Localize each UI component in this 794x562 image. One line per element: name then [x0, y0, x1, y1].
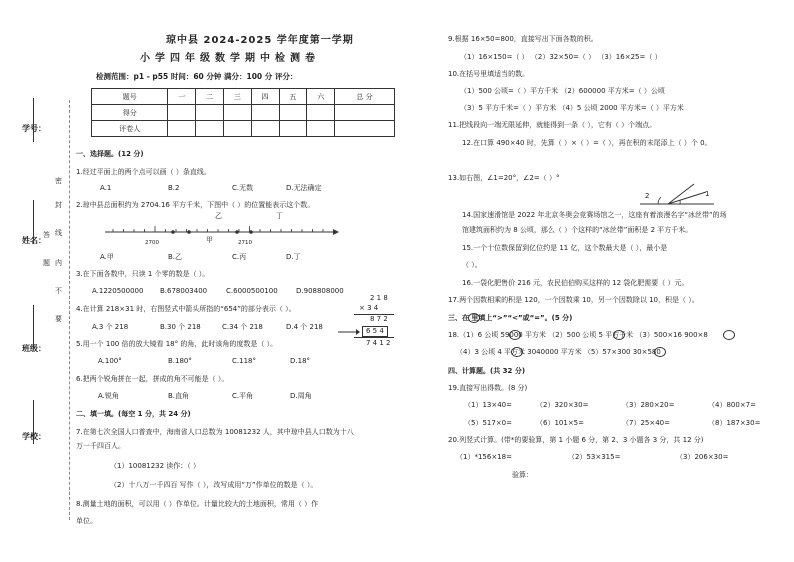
vert-calc-rule	[354, 337, 394, 338]
compare-circle-icon[interactable]	[511, 347, 523, 357]
q6-option-a: A.锐角	[98, 392, 119, 400]
question-6: 6.把两个锐角拼在一起，拼成的角不可能是（ ）。	[76, 375, 229, 383]
compare-circle-icon[interactable]	[509, 330, 521, 340]
seal-word: 题	[43, 259, 50, 267]
score-cell: 一	[168, 89, 196, 105]
angle-mark-2: 2	[645, 192, 650, 200]
question-7-cont: 万一千四百人。	[76, 442, 125, 450]
score-cell[interactable]	[335, 121, 395, 137]
school-label: 学校：	[22, 432, 46, 441]
compare-circle-icon[interactable]	[723, 330, 735, 340]
vert-calc-row-highlight: 6 5 4	[362, 326, 388, 337]
q5-option-b: B.180°	[168, 357, 192, 365]
score-table	[91, 88, 395, 137]
score-table-row	[92, 105, 395, 121]
seal-word: 封	[55, 201, 62, 209]
number-line-label-2710: 2710	[238, 240, 252, 246]
compare-circle-icon	[468, 313, 480, 323]
section-3-heading: 三、在 里填上“>”“<”或“=”。(5 分)	[448, 314, 573, 322]
question-9-items: （1）16×150=（ ） （2）32×50=（ ） （3）16×25=（ ）	[460, 53, 662, 61]
question-4: 4.在计算 218×31 时，右图竖式中箭头所指的“654”的部分表示（ ）。	[76, 305, 296, 313]
q3-option-a: A.1220500000	[92, 287, 144, 295]
question-17: 17.两个因数相乘的积是 120，一个因数乘 10，另一个因数除以 10，积是（ ）。	[448, 296, 699, 304]
q3-option-c: C.6000500100	[226, 287, 278, 295]
score-cell[interactable]	[307, 105, 335, 121]
vertical-calc-item: （1）*156×18=	[456, 453, 512, 461]
score-cell: 题号	[92, 89, 168, 105]
q2-option-c: C.丙	[232, 253, 247, 261]
q2-option-b: B.乙	[168, 253, 183, 261]
question-5: 5.用一个 100 倍的放大镜看 18° 的角，此时该角的度数是（ ）。	[76, 340, 278, 348]
calc-item: （7）25×40=	[622, 419, 670, 427]
question-7-2: （2）十八万一千四百 写作（ ），改写成用“万”作单位的数是（ ）。	[110, 481, 318, 489]
question-1: 1.经过平面上的两个点可以画（ ）条直线。	[76, 168, 211, 176]
section-4-heading: 四、计算题。(共 32 分)	[448, 367, 526, 375]
question-15: 15.一个十位数保留到亿位约是 11 亿，这个数最大是（ ），最小是	[462, 244, 668, 252]
score-cell[interactable]	[251, 121, 279, 137]
score-cell: 三	[223, 89, 251, 105]
q1-option-c: C.无数	[232, 184, 254, 192]
number-line-label-jia: 甲	[206, 236, 213, 244]
score-cell: 二	[196, 89, 224, 105]
q4-option-a: A.3 个 218	[92, 323, 129, 331]
score-cell[interactable]	[168, 121, 196, 137]
exam-title: 琼中县 2024-2025 学年度第一学期	[166, 35, 354, 46]
score-cell[interactable]	[335, 105, 395, 121]
score-cell[interactable]	[223, 105, 251, 121]
section-1-heading: 一、选择题。(12 分)	[76, 150, 144, 158]
calc-item: （3）280×20=	[622, 401, 675, 409]
compare-circle-icon[interactable]	[613, 330, 625, 340]
q6-option-c: C.平角	[232, 392, 254, 400]
vert-calc-row: 8 7 2	[370, 315, 388, 323]
question-10-1: （1）500 公顷=（ ）平方千米 （2）600000 平方米=（ ）公顷	[460, 87, 665, 95]
question-11: 11.把线段向一端无限延伸，就能得到一条（ ），它有（ ）个端点。	[448, 121, 657, 129]
q1-option-a: A.1	[100, 184, 112, 192]
score-cell: 总 分	[335, 89, 395, 105]
seal-word: 线	[55, 229, 62, 237]
class-line	[33, 305, 34, 349]
score-cell[interactable]	[279, 105, 307, 121]
question-20: 20.列竖式计算。(带*的要验算，第 1 小题 6 分，第 2、3 小题各 3 分，共 12 分)	[448, 436, 704, 444]
score-cell: 五	[279, 89, 307, 105]
question-14-cont: 馆建筑面积约为 8 公顷，那么（ ）个这样的“冰丝带”面积是 2 平方千米。	[462, 226, 693, 234]
score-cell: 得分	[92, 105, 168, 121]
number-line-label-2700: 2700	[145, 240, 159, 246]
number-line-label-yi: 乙	[215, 212, 222, 220]
score-cell: 四	[251, 89, 279, 105]
score-cell[interactable]	[279, 121, 307, 137]
calc-item: （8）187×30=	[708, 419, 761, 427]
calc-item: （1）13×40=	[464, 401, 512, 409]
q3-option-b: B.678003400	[160, 287, 208, 295]
name-label: 姓名：	[22, 236, 46, 245]
q1-option-b: B.2	[168, 184, 180, 192]
q4-option-b: B.30 个 218	[160, 323, 201, 331]
exam-subtitle: 小学四年级数学期中检测卷	[140, 53, 320, 64]
class-label: 班级：	[22, 344, 46, 353]
seal-word: 密	[55, 177, 62, 185]
q6-option-b: B.直角	[168, 392, 190, 400]
calc-item: （5）517×0=	[464, 419, 512, 427]
student-id-line	[33, 98, 34, 142]
question-16: 16.一袋化肥售价 216 元，农民伯伯购买这样的 12 袋化肥需要（ ）元。	[462, 279, 689, 287]
exam-scope: 检测范围：p1 - p55 时间：60 分钟 满分：100 分 评分：	[96, 72, 298, 81]
question-3: 3.在下面各数中，只读 1 个零的数是（ ）。	[76, 270, 210, 278]
calc-item: （2）320×30=	[536, 401, 589, 409]
score-cell[interactable]	[196, 105, 224, 121]
score-cell: 评卷人	[92, 121, 168, 137]
score-cell[interactable]	[168, 105, 196, 121]
binding-dash-line	[69, 100, 70, 520]
question-8-cont: 单位。	[76, 517, 97, 525]
score-table-row	[92, 121, 395, 137]
question-9: 9.根据 16×50=800，直接写出下面各数的积。	[448, 35, 598, 43]
name-line	[33, 200, 34, 244]
q4-option-c: C.34 个 218	[222, 323, 263, 331]
q5-option-c: C.118°	[232, 357, 256, 365]
q3-option-d: D.908808000	[296, 287, 344, 295]
q2-option-a: A.甲	[100, 253, 114, 261]
seal-word: 答	[43, 231, 50, 239]
number-line-label-ding: 丁	[276, 212, 283, 220]
question-10: 10.在括号里填适当的数。	[448, 70, 530, 78]
question-7-1: （1）10081232 读作：（ ）	[110, 462, 201, 470]
student-id-label: 学号：	[22, 124, 46, 133]
score-cell[interactable]	[307, 121, 335, 137]
q4-option-d: D.4 个 218	[286, 323, 323, 331]
calc-item: （6）101×5=	[536, 419, 584, 427]
seal-word: 内	[55, 259, 62, 267]
arrow-icon	[338, 328, 360, 336]
compare-circle-icon[interactable]	[654, 347, 666, 357]
question-18-2: （4）3 公顷 4 平方米 3040000 平方米 （5）57×300 30×580	[456, 348, 661, 356]
score-cell: 六	[307, 89, 335, 105]
vert-calc-row: × 3 4	[359, 304, 379, 312]
number-line	[105, 212, 340, 242]
seal-word: 要	[55, 315, 62, 323]
question-19: 19.直接写出得数。(8 分)	[448, 384, 528, 392]
question-7: 7.在第七次全国人口普查中，海南省人口总数为 10081232 人，其中琼中县人口数为十八	[76, 428, 354, 436]
angle-mark-1: 1	[705, 190, 710, 198]
score-table-row	[92, 89, 395, 105]
question-15-cont: （ ）。	[462, 261, 482, 269]
vertical-calc-item: （2）53×315=	[568, 453, 621, 461]
question-10-2: （3）5 平方千米=（ ）平方米 （4）5 公顷 2000 平方米=（ ）平方米	[460, 104, 684, 112]
q1-option-d: D.无法确定	[286, 184, 322, 192]
question-18-1: 18.（1）6 公顷 59000 平方米 （2）500 公顷 5 平方千米 （3）500×16 900×8	[448, 331, 708, 339]
question-2: 2.琼中县总面积约为 2704.16 平方千米，下图中（ ）的位置能表示这个数。	[76, 201, 315, 209]
q5-option-d: D.18°	[290, 357, 311, 365]
vert-calc-row: 7 4 1 2	[366, 339, 391, 347]
q2-option-d: D.丁	[286, 253, 301, 261]
school-line	[33, 400, 34, 444]
q5-option-a: A.100°	[98, 357, 122, 365]
question-8: 8.测量土地的面积，可以用（ ）作单位。计量比较大的土地面积，常用（ ）作	[76, 500, 319, 508]
section-2-heading: 二、填一填。(每空 1 分，共 24 分)	[76, 410, 191, 418]
question-14: 14.国家速滑馆是 2022 年北京冬奥会竞赛场馆之一，这座有着浪漫名字“冰丝带”的场	[462, 211, 727, 219]
score-cell[interactable]	[251, 105, 279, 121]
calc-item: （4）800×7=	[708, 401, 756, 409]
score-cell[interactable]	[196, 121, 224, 137]
seal-word: 不	[55, 287, 62, 295]
score-cell[interactable]	[223, 121, 251, 137]
vert-calc-row: 2 1 8	[370, 294, 388, 302]
vertical-calc-item: （3）206×30=	[676, 453, 729, 461]
question-12: 12.在口算 490×40 时，先算（ ）×（ ）=（ ），再在积的末尾添上（ ）个 0。	[462, 139, 712, 147]
q6-option-d: D.周角	[290, 392, 312, 400]
check-label: 验算：	[512, 471, 533, 479]
question-13: 13.如右图，∠1=20°，∠2=（ ）°	[448, 174, 560, 182]
